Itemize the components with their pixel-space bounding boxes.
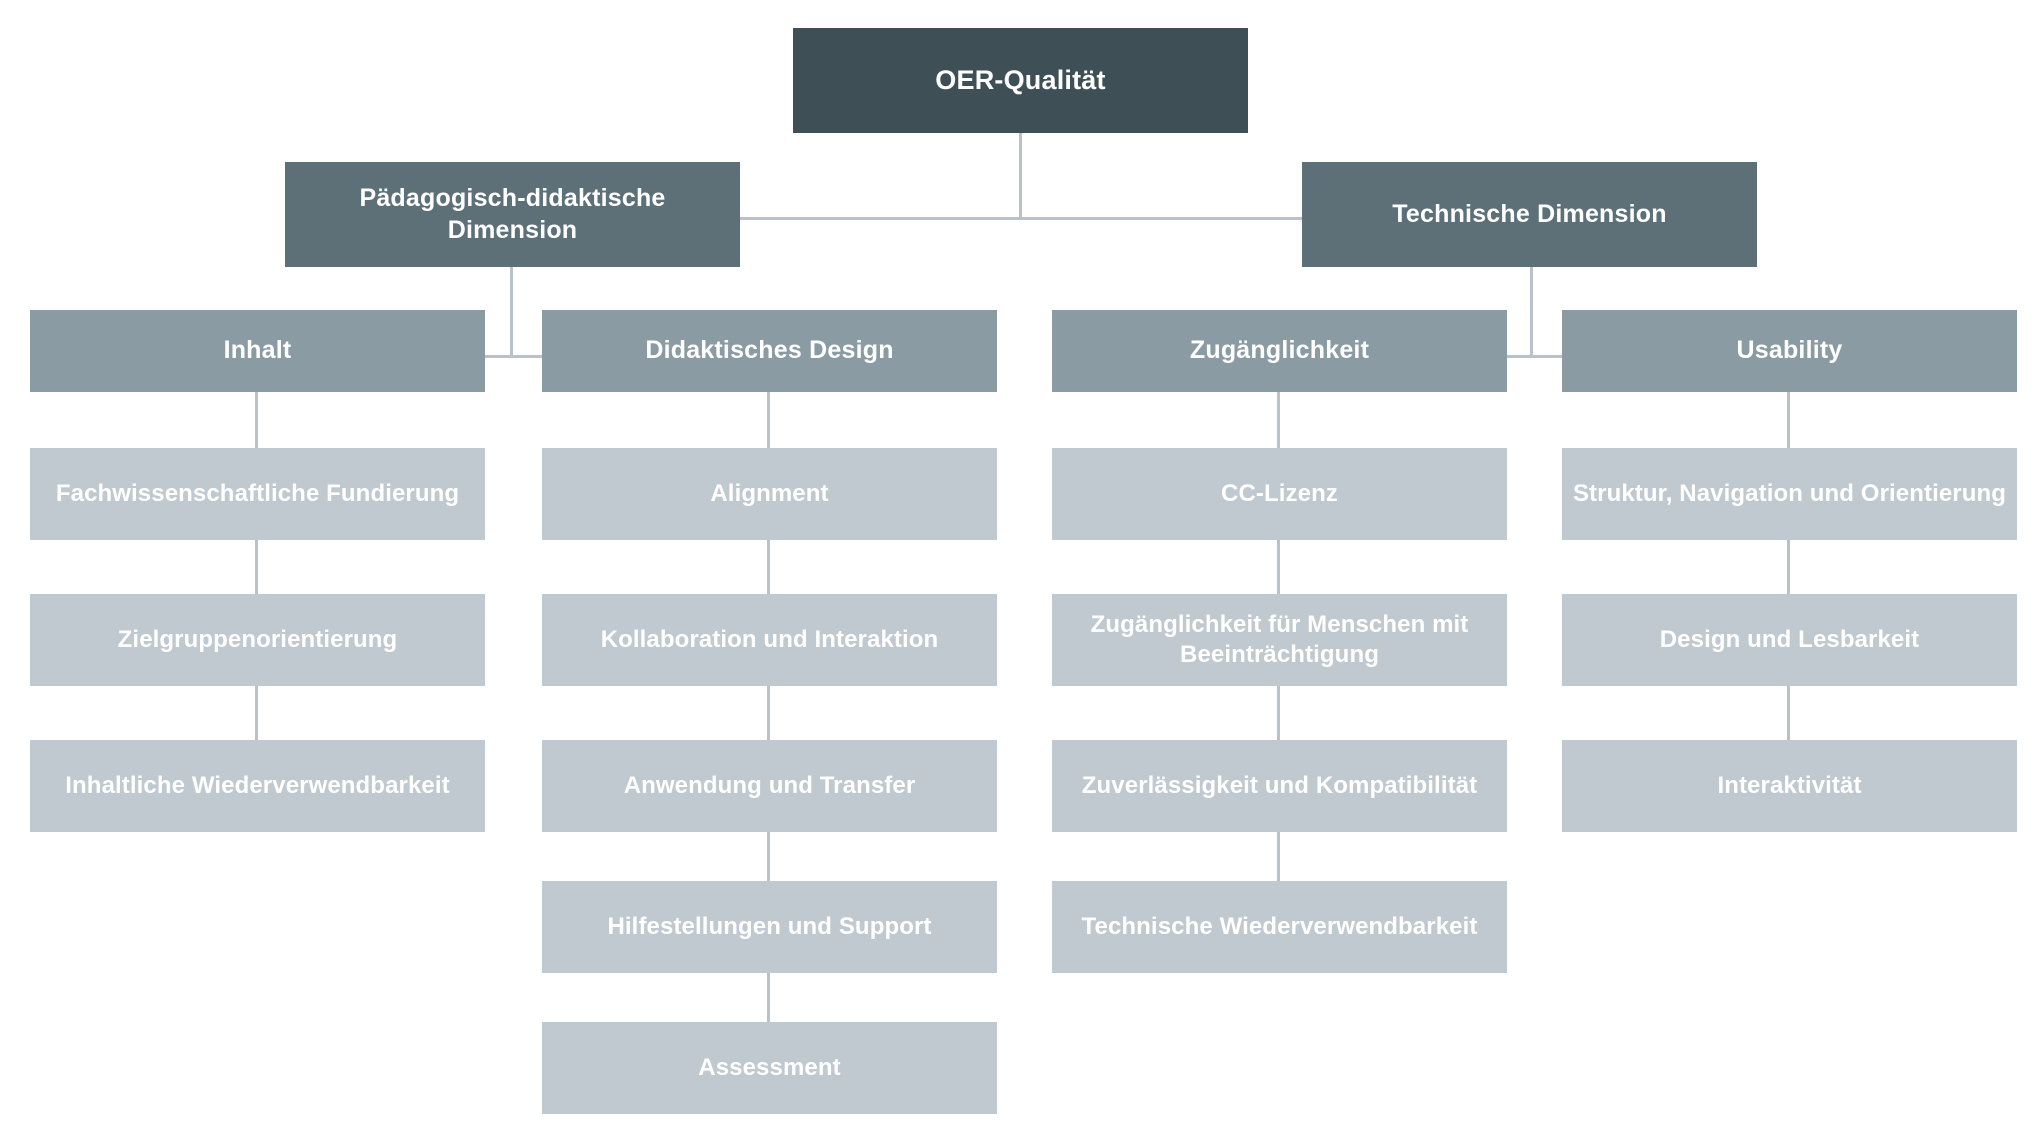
node-criterion-3-1: Design und Lesbarkeit bbox=[1562, 594, 2017, 686]
connector-zugang-child2-to-child3 bbox=[1277, 686, 1280, 742]
node-criterion-1-0: Alignment bbox=[542, 448, 997, 540]
connector-zugang-child3-to-child4 bbox=[1277, 832, 1280, 883]
node-criterion-1-4: Assessment bbox=[542, 1022, 997, 1114]
connector-inhalt-to-child1 bbox=[255, 392, 258, 450]
node-category-0: Inhalt bbox=[30, 310, 485, 392]
node-criterion-2-3: Technische Wiederverwendbarkeit bbox=[1052, 881, 1507, 973]
connector-didaktik-child2-to-child3 bbox=[767, 686, 770, 742]
connector-didaktik-child4-to-child5 bbox=[767, 973, 770, 1024]
node-dimension-1: Technische Dimension bbox=[1302, 162, 1757, 267]
node-root-oer-qualitaet: OER-Qualität bbox=[793, 28, 1248, 133]
node-criterion-3-2: Interaktivität bbox=[1562, 740, 2017, 832]
connector-usability-child1-to-child2 bbox=[1787, 540, 1790, 596]
node-dimension-0: Pädagogisch-didaktische Dimension bbox=[285, 162, 740, 267]
connector-inhalt-child1-to-child2 bbox=[255, 540, 258, 596]
connector-root-stem-down bbox=[1019, 133, 1022, 218]
node-criterion-2-1: Zugänglichkeit für Menschen mit Beeinträchtigung bbox=[1052, 594, 1507, 686]
connector-didaktik-child1-to-child2 bbox=[767, 540, 770, 596]
node-category-1: Didaktisches Design bbox=[542, 310, 997, 392]
connector-inhalt-child2-to-child3 bbox=[255, 686, 258, 742]
node-criterion-0-1: Zielgruppenorientierung bbox=[30, 594, 485, 686]
node-criterion-1-1: Kollaboration und Interaktion bbox=[542, 594, 997, 686]
node-category-3: Usability bbox=[1562, 310, 2017, 392]
connector-usability-child2-to-child3 bbox=[1787, 686, 1790, 742]
connector-pedagogic-stem-down bbox=[510, 267, 513, 357]
node-criterion-2-0: CC-Lizenz bbox=[1052, 448, 1507, 540]
connector-zugang-child1-to-child2 bbox=[1277, 540, 1280, 596]
node-criterion-1-2: Anwendung und Transfer bbox=[542, 740, 997, 832]
connector-didaktik-child3-to-child4 bbox=[767, 832, 770, 883]
connector-didaktik-to-child1 bbox=[767, 392, 770, 450]
node-criterion-1-3: Hilfestellungen und Support bbox=[542, 881, 997, 973]
node-criterion-0-0: Fachwissenschaftliche Fundierung bbox=[30, 448, 485, 540]
connector-zugang-to-child1 bbox=[1277, 392, 1280, 450]
connector-technical-stem-down bbox=[1530, 267, 1533, 357]
node-category-2: Zugänglichkeit bbox=[1052, 310, 1507, 392]
connector-usability-to-child1 bbox=[1787, 392, 1790, 450]
connector-dimension-horizontal-bar bbox=[740, 217, 1302, 220]
node-criterion-3-0: Struktur, Navigation und Orientierung bbox=[1562, 448, 2017, 540]
node-criterion-0-2: Inhaltliche Wiederverwendbarkeit bbox=[30, 740, 485, 832]
node-criterion-2-2: Zuverlässigkeit und Kompatibilität bbox=[1052, 740, 1507, 832]
